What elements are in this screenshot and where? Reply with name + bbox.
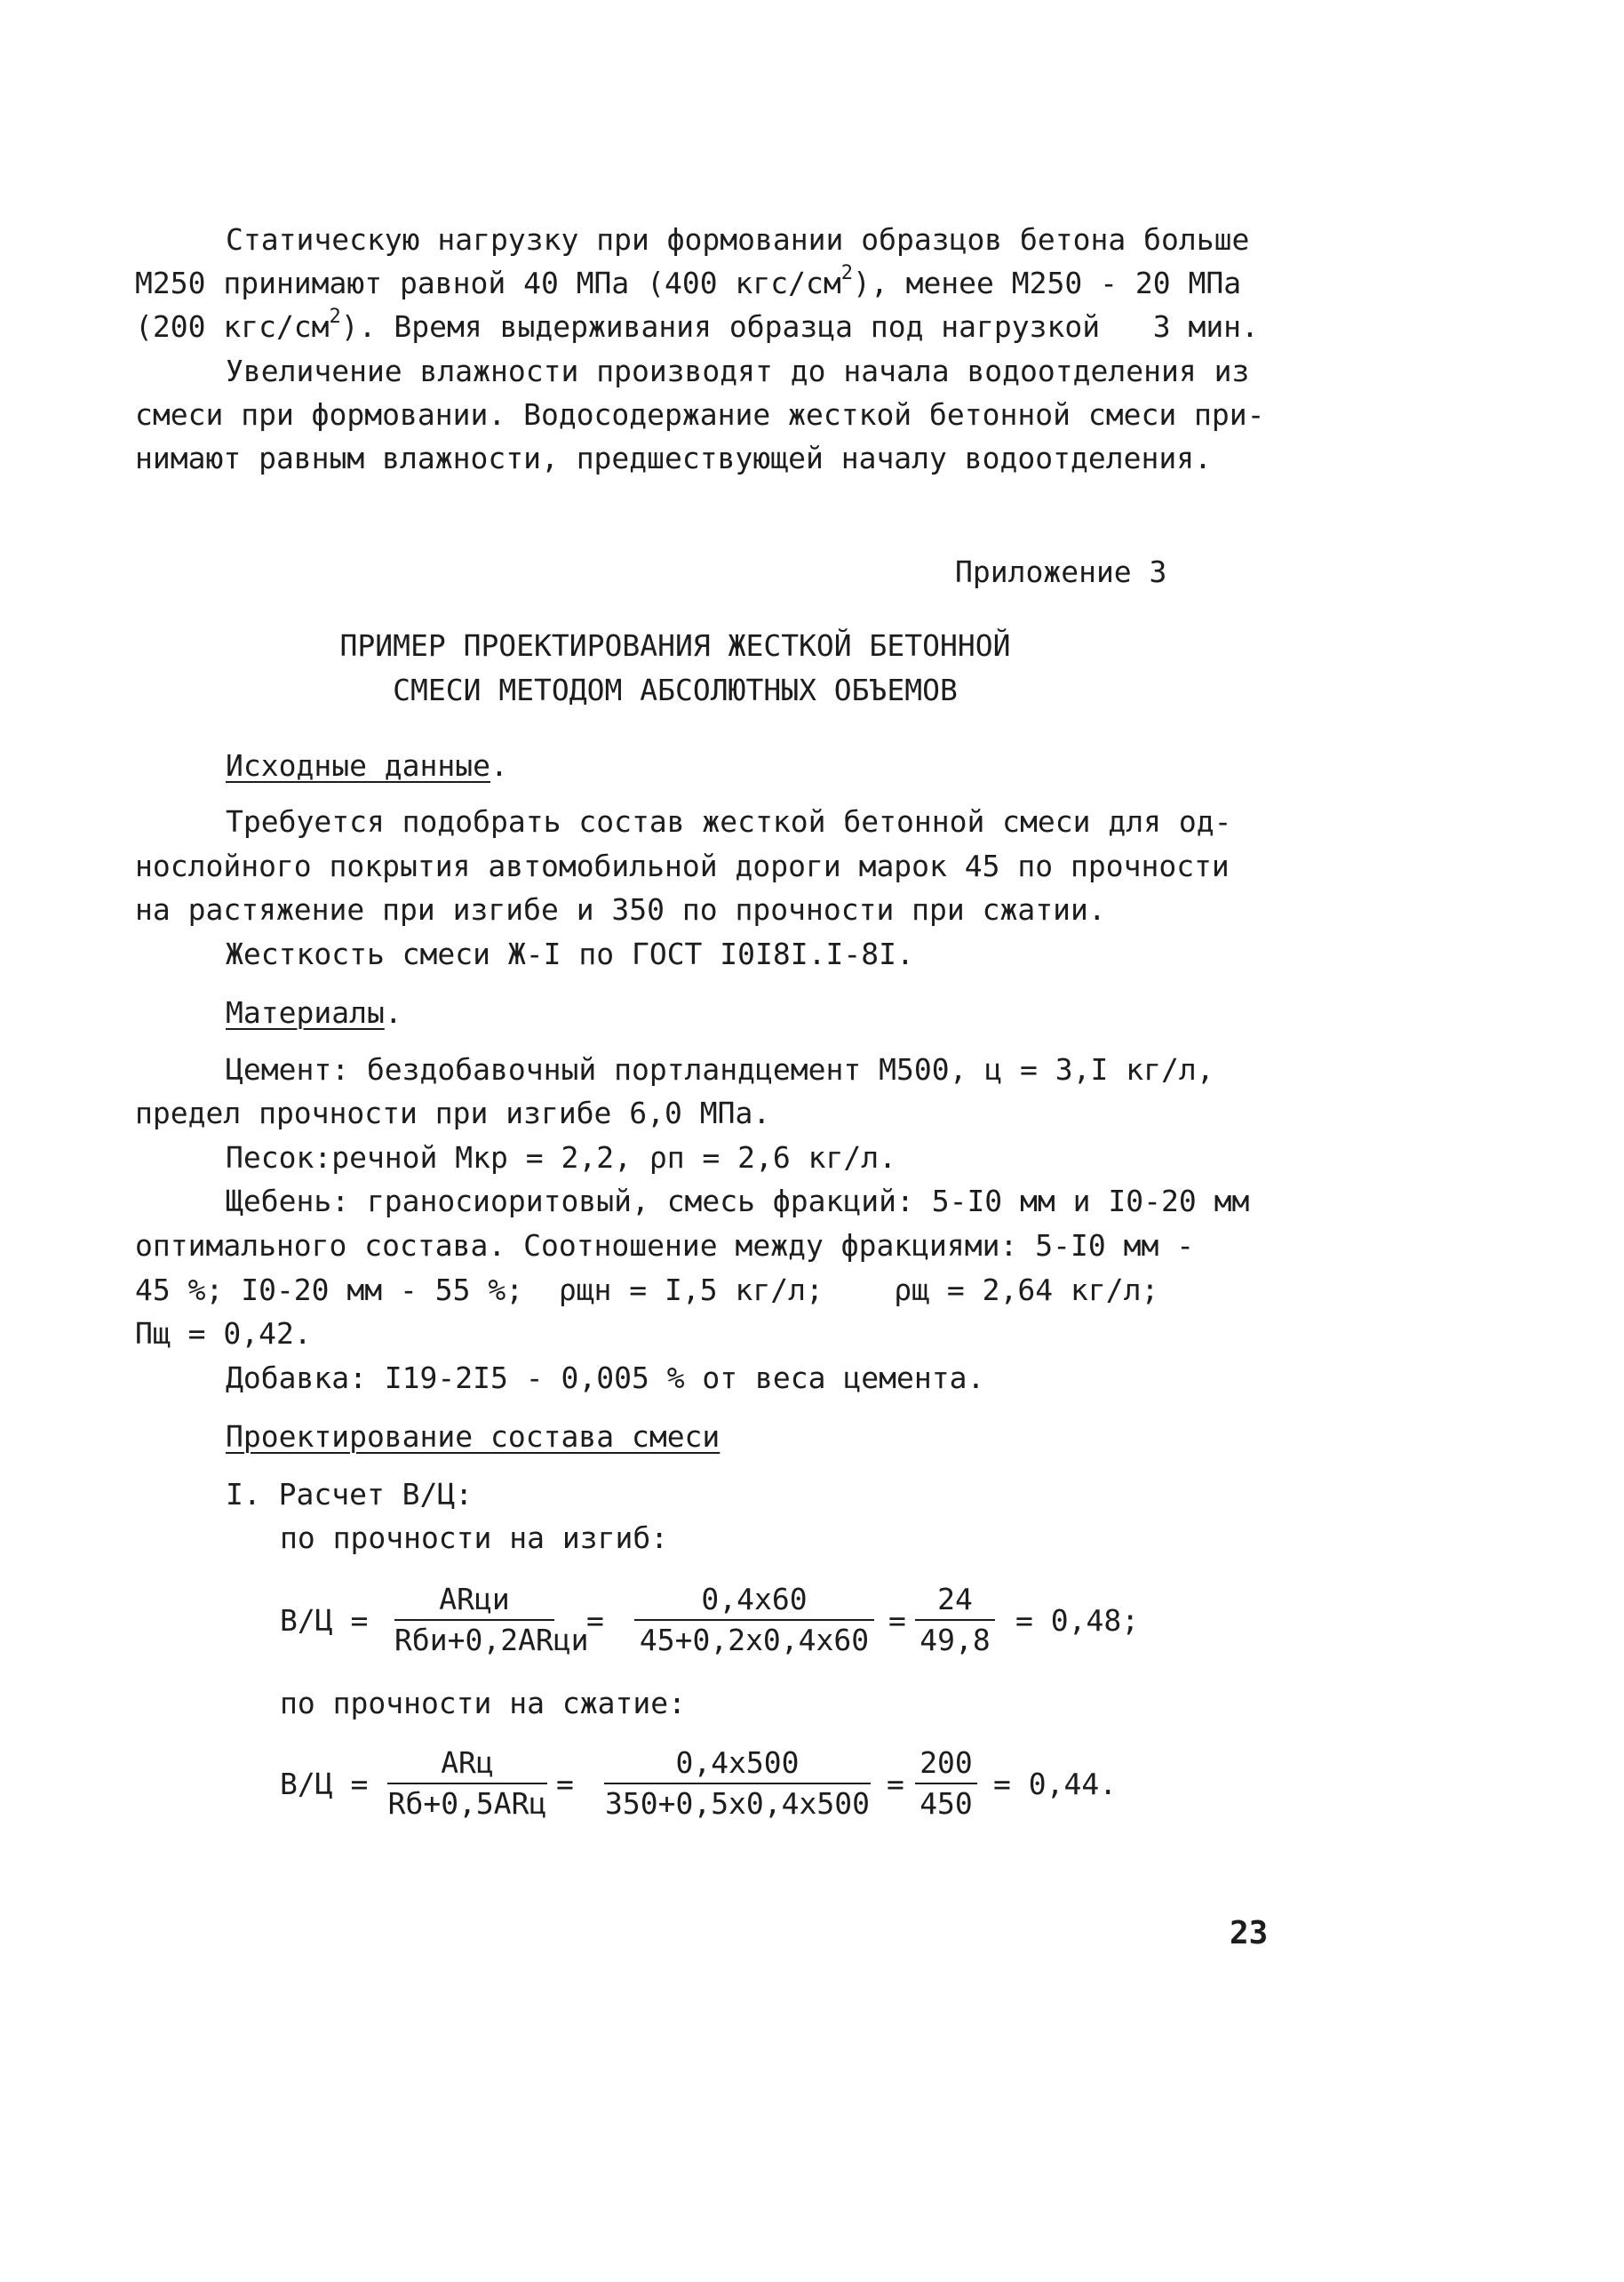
heading-period: . [384,995,402,1030]
formula1-fraction2 [634,1580,874,1660]
fraction-denominator: 450 [919,1786,973,1821]
intro-p2-line1: Увеличение влажности производят до начала водоотделения из [226,354,1250,388]
fraction-numerator: ARци [439,1582,510,1616]
materials-line7: Пщ = 0,42. [135,1316,312,1351]
formula2-fraction1 [387,1743,547,1823]
intro-p1-line2-b: ), менее М250 - 20 МПа [852,266,1242,300]
formula1-lhs: В/Ц = [280,1603,369,1638]
materials-line4: Щебень: граносиоритовый, смесь фракций: 5-I0 мм и I0-20 мм [226,1184,1250,1218]
intro-p1-line1: Статическую нагрузку при формовании образцов бетона больше [226,222,1250,257]
fraction-numerator: 200 [919,1745,973,1780]
initial-data-line1: Требуется подобрать состав жесткой бетонной смеси для од- [226,804,1232,839]
page-number: 23 [1230,1915,1269,1951]
materials-heading-text: Материалы [226,995,385,1030]
intro-p1-line3-b: ). Время выдерживания образца под нагрузкой 3 мин. [340,309,1259,344]
formula2-result: = 0,44. [993,1767,1118,1801]
materials-line8: Добавка: I19-2I5 - 0,005 % от веса цемента. [226,1360,985,1395]
fraction-denominator: Rб+0,5ARц [387,1786,547,1821]
fraction-numerator: 24 [937,1582,973,1616]
initial-data-heading-text: Исходные данные [226,748,491,783]
initial-data-line2: нослойного покрытия автомобильной дороги марок 45 по прочности [135,849,1230,883]
bending-label: по прочности на изгиб: [280,1520,669,1555]
compression-label: по прочности на сжатие: [280,1686,686,1720]
title-line2: СМЕСИ МЕТОДОМ АБСОЛЮТНЫХ ОБЪЕМОВ [393,673,958,707]
formula2-fraction2 [604,1743,871,1823]
materials-line5: оптимального состава. Соотношение между фракциями: 5-I0 мм - [135,1228,1195,1263]
intro-p2-line2: смеси при формовании. Водосодержание жесткой бетонной смеси при- [135,397,1265,432]
formula2-eq1: = [556,1767,574,1801]
intro-p1-line3-a: (200 кгс/см [135,309,330,344]
formula1-eq1: = [586,1603,604,1638]
appendix-label: Приложение 3 [955,555,1167,589]
fraction-numerator: 0,4х500 [675,1745,800,1780]
intro-p2-line3: нимают равным влажности, предшествующей началу водоотделения. [135,441,1212,475]
formula1-fraction1 [394,1580,589,1660]
formula2-lhs: В/Ц = [280,1767,369,1801]
intro-p1-line3 [135,306,1259,348]
formula1-result: = 0,48; [1015,1603,1140,1638]
formula2-eq2: = [887,1767,904,1801]
fraction-denominator: 49,8 [919,1623,991,1657]
superscript-2: 2 [329,306,341,328]
materials-line2: предел прочности при изгибе 6,0 МПа. [135,1096,771,1130]
heading-period: . [490,748,508,783]
materials-line3: Песок:речной Мкр = 2,2, ρп = 2,6 кг/л. [226,1140,896,1175]
intro-p1-line2-a: М250 принимают равной 40 МПа (400 кгс/см [135,266,841,300]
materials-heading [226,992,402,1034]
step1-label: I. Расчет В/Ц: [226,1477,474,1512]
formula1-eq2: = [888,1603,906,1638]
title-line1: ПРИМЕР ПРОЕКТИРОВАНИЯ ЖЕСТКОЙ БЕТОННОЙ [339,628,1011,663]
initial-data-heading [226,745,508,787]
materials-line6: 45 %; I0-20 мм - 55 %; ρщн = I,5 кг/л; ρщ = 2,64 кг/л; [135,1273,1159,1307]
design-heading: Проектирование состава смеси [226,1419,720,1454]
materials-line1: Цемент: бездобавочный портландцемент М500, ц = 3,I кг/л, [226,1052,1214,1087]
fraction-denominator: 350+0,5х0,4х500 [604,1786,870,1821]
fraction-denominator: 45+0,2х0,4х60 [639,1623,870,1657]
formula2-fraction3 [915,1743,977,1823]
fraction-numerator: ARц [441,1745,494,1780]
superscript-2: 2 [840,262,853,284]
fraction-denominator: Rби+0,2ARци [394,1623,589,1657]
fraction-numerator: 0,4х60 [701,1582,808,1616]
initial-data-line3: на растяжение при изгибе и 350 по прочности при сжатии. [135,892,1106,927]
initial-data-line4: Жесткость смеси Ж-I по ГОСТ I0I8I.I-8I. [226,937,914,971]
intro-p1-line2 [135,262,1241,305]
formula1-fraction3 [915,1580,995,1660]
